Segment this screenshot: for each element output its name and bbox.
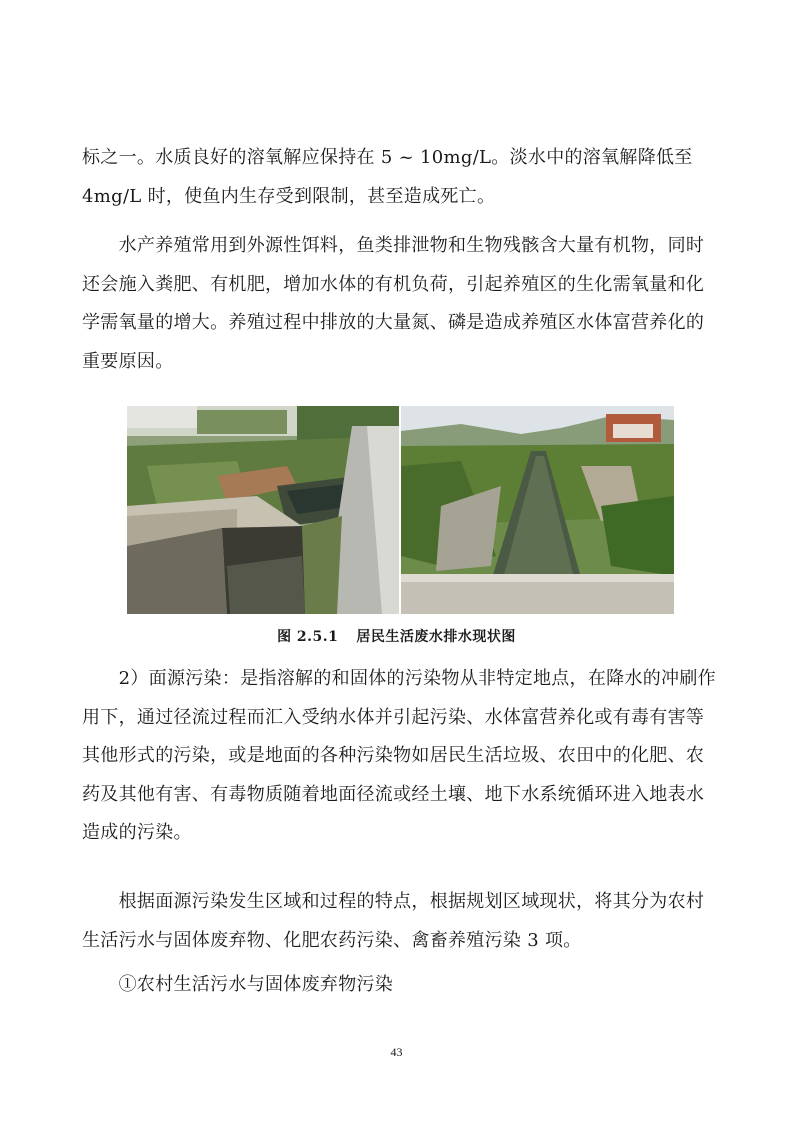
text-line: 水产养殖常用到外源性饵料，鱼类排泄物和生物残骸含大量有机物，同时 [82, 235, 705, 256]
figure-caption [0, 626, 793, 646]
paragraph-aquaculture [82, 227, 712, 381]
text-line: 重要原因。 [82, 350, 174, 372]
paragraph-classification [82, 883, 712, 960]
paragraph-dissolved-oxygen [82, 139, 712, 216]
text-line: 2）面源污染：是指溶解的和固体的污染物从非特定地点，在降水的冲刷作 [82, 668, 716, 689]
photo-drainage-channel-left [127, 406, 399, 614]
text-line: 造成的污染。 [82, 822, 192, 843]
figure-photos [127, 406, 674, 614]
figure-title: 居民生活废水排水现状图 [356, 629, 516, 645]
text-line: 根据面源污染发生区域和过程的特点，根据规划区域现状，将其分为农村 [82, 891, 705, 912]
text-line: 标之一。水质良好的溶氧解应保持在 5 ~ 10mg/L。淡水中的溶氧解降低至 [82, 147, 693, 168]
text-line: 药及其他有害、有毒物质随着地面径流或经土壤、地下水系统循环进入地表水 [82, 783, 705, 805]
text-line: 4mg/L 时，使鱼内生存受到限制，甚至造成死亡。 [82, 185, 496, 207]
text-line: 生活污水与固体废弃物、化肥农药污染、禽畜养殖污染 3 项。 [82, 929, 582, 951]
photo-drainage-channel-right [401, 406, 674, 614]
text-line: 学需氧量的增大。养殖过程中排放的大量氮、磷是造成养殖区水体富营养化的 [82, 312, 705, 333]
paragraph-nonpoint-source [82, 660, 716, 853]
text-line: ①农村生活污水与固体废弃物污染 [82, 974, 394, 995]
text-line: 用下，通过径流过程而汇入受纳水体并引起污染、水体富营养化或有毒有害等 [82, 706, 705, 728]
figure-number: 图 2.5.1 [277, 629, 339, 645]
page-number: 43 [390, 1045, 403, 1059]
text-line: 还会施入粪肥、有机肥，增加水体的有机负荷，引起养殖区的生化需氧量和化 [82, 273, 705, 295]
paragraph-rural-sewage-heading [82, 966, 712, 1005]
text-line: 其他形式的污染，或是地面的各种污染物如居民生活垃圾、农田中的化肥、农 [82, 745, 705, 766]
